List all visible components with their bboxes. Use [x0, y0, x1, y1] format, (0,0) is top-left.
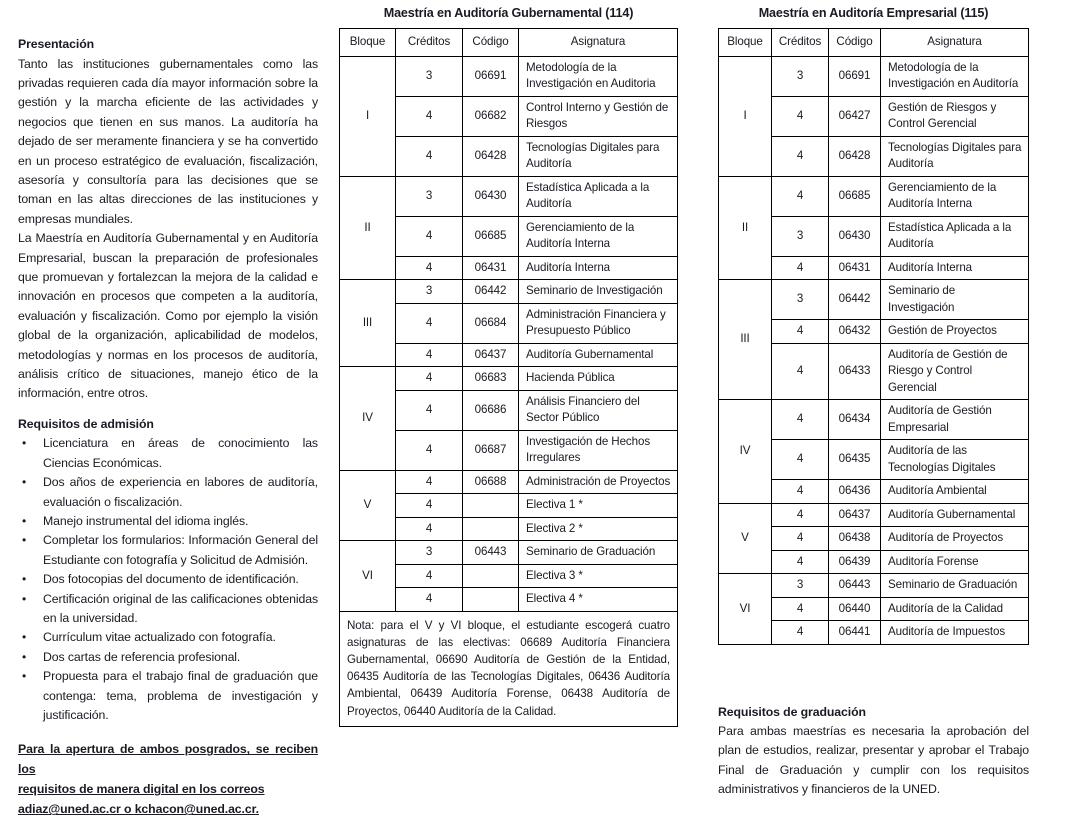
cell-asignatura: Gerenciamiento de la Auditoría Interna: [881, 176, 1029, 216]
cell-asignatura: Tecnologías Digitales para Auditoría: [881, 136, 1029, 176]
cell-codigo: 06433: [829, 343, 881, 400]
cell-codigo: 06436: [829, 480, 881, 504]
table-row: [340, 280, 678, 304]
cell-bloque: I: [719, 56, 772, 176]
cell-codigo: 06437: [463, 343, 519, 367]
list-item-label: Dos cartas de referencia profesional.: [43, 649, 241, 664]
contact-line: [18, 739, 318, 779]
graduation-paragraph: Para ambas maestrías es necesaria la aprobación del plan de estudios, realizar, presentar y aprobar el Trabajo Final de Graduación y cumplir con los requisitos administrativos y financieros de la UNED.: [718, 723, 1029, 797]
cell-asignatura: Auditoría Interna: [881, 256, 1029, 280]
cell-creditos: 4: [772, 320, 829, 344]
cell-bloque: III: [340, 280, 396, 367]
cell-asignatura: Electiva 4 *: [519, 588, 678, 612]
cell-codigo: 06431: [463, 256, 519, 280]
cell-creditos: 4: [396, 216, 463, 256]
cell-creditos: 4: [772, 527, 829, 551]
contact-notice: [18, 739, 318, 819]
cell-codigo: 06431: [829, 256, 881, 280]
cell-asignatura: Gestión de Riesgos y Control Gerencial: [881, 96, 1029, 136]
bullet-icon: •: [22, 533, 27, 548]
cell-asignatura: Auditoría de la Calidad: [881, 597, 1029, 621]
list-item: [18, 667, 318, 725]
contact-line: [18, 799, 318, 819]
cell-asignatura: Auditoría Interna: [519, 256, 678, 280]
list-item-label: Dos fotocopias del documento de identificación.: [43, 572, 299, 587]
cell-codigo: [463, 494, 519, 518]
presentation-paragraph-1: Tanto las instituciones gubernamentales como las privadas requieren cada día mayor información sobre la gestión y la marcha eficiente de las actividades y negocios que tienen en sus manos. La auditoría ha dejado de ser meramente financiera y se ha convertido en un proceso estratégico de evaluación, fiscalización, asesoría y consultoría para las decisiones que se toman en las altas direcciones de las instituciones y empresas mundiales.: [18, 56, 318, 226]
cell-bloque: I: [340, 56, 396, 176]
cell-asignatura: Auditoría Gubernamental: [881, 503, 1029, 527]
cell-asignatura: Auditoría de Gestión Empresarial: [881, 400, 1029, 440]
cell-creditos: 3: [772, 56, 829, 96]
table-row: [340, 470, 678, 494]
column-header-bloque: Bloque: [340, 29, 396, 57]
cell-creditos: 3: [396, 541, 463, 565]
cell-creditos: 4: [772, 400, 829, 440]
cell-asignatura: Administración Financiera y Presupuesto Público: [519, 303, 678, 343]
cell-creditos: 4: [396, 343, 463, 367]
table-header-row: [340, 29, 678, 57]
list-item: [18, 628, 318, 647]
bullet-icon: •: [22, 669, 27, 684]
cell-asignatura: Electiva 2 *: [519, 517, 678, 541]
cell-creditos: 4: [396, 390, 463, 430]
column-header-asignatura: Asignatura: [519, 29, 678, 57]
cell-bloque: III: [719, 280, 772, 400]
column-header-bloque: Bloque: [719, 29, 772, 57]
cell-codigo: 06688: [463, 470, 519, 494]
table-empresarial-container: [718, 6, 1029, 645]
cell-asignatura: Auditoría de Proyectos: [881, 527, 1029, 551]
cell-codigo: 06432: [829, 320, 881, 344]
cell-codigo: 06682: [463, 96, 519, 136]
cell-asignatura: Control Interno y Gestión de Riesgos: [519, 96, 678, 136]
cell-creditos: 4: [772, 176, 829, 216]
cell-codigo: 06430: [463, 176, 519, 216]
list-item-label: Dos años de experiencia en labores de auditoría, evaluación o fiscalización.: [43, 475, 318, 509]
cell-codigo: 06428: [463, 136, 519, 176]
contact-line-2: requisitos de manera digital en los correos: [18, 782, 265, 797]
cell-creditos: 3: [396, 176, 463, 216]
cell-creditos: 4: [396, 430, 463, 470]
cell-codigo: 06687: [463, 430, 519, 470]
cell-codigo: 06685: [829, 176, 881, 216]
table-gubernamental-title: Maestría en Auditoría Gubernamental (114): [383, 6, 634, 20]
cell-codigo: 06443: [829, 574, 881, 598]
cell-codigo: 06439: [829, 550, 881, 574]
cell-creditos: 4: [772, 343, 829, 400]
cell-creditos: 4: [396, 136, 463, 176]
table-row: [719, 574, 1029, 598]
cell-codigo: 06683: [463, 367, 519, 391]
cell-asignatura: Seminario de Graduación: [519, 541, 678, 565]
cell-asignatura: Seminario de Investigación: [519, 280, 678, 304]
list-item-label: Completar los formularios: Información General del Estudiante con fotografía y Solicitud de Admisión.: [43, 533, 318, 567]
contact-line-1: Para la apertura de ambos posgrados, se reciben los: [18, 742, 318, 777]
cell-asignatura: Análisis Financiero del Sector Público: [519, 390, 678, 430]
presentation-heading: Presentación: [18, 37, 95, 51]
bullet-icon: •: [22, 436, 27, 451]
bullet-icon: •: [22, 513, 27, 528]
table-row: [340, 367, 678, 391]
table-empresarial-title: Maestría en Auditoría Empresarial (115): [758, 6, 989, 20]
cell-bloque: IV: [340, 367, 396, 471]
cell-codigo: 06435: [829, 440, 881, 480]
cell-codigo: [463, 564, 519, 588]
cell-bloque: IV: [719, 400, 772, 504]
cell-asignatura: Investigación de Hechos Irregulares: [519, 430, 678, 470]
column-header-codigo: Código: [829, 29, 881, 57]
cell-creditos: 4: [396, 367, 463, 391]
cell-codigo: 06427: [829, 96, 881, 136]
cell-asignatura: Seminario de Investigación: [881, 280, 1029, 320]
cell-creditos: 4: [396, 256, 463, 280]
cell-creditos: 4: [772, 96, 829, 136]
cell-creditos: 4: [772, 597, 829, 621]
cell-creditos: 4: [396, 470, 463, 494]
cell-creditos: 3: [772, 280, 829, 320]
cell-asignatura: Estadística Aplicada a la Auditoría: [881, 216, 1029, 256]
cell-codigo: 06437: [829, 503, 881, 527]
graduation-heading: Requisitos de graduación: [718, 705, 866, 719]
cell-codigo: 06440: [829, 597, 881, 621]
list-item: [18, 570, 318, 589]
cell-asignatura: Seminario de Graduación: [881, 574, 1029, 598]
cell-asignatura: Administración de Proyectos: [519, 470, 678, 494]
graduation-requirements: [718, 704, 1029, 800]
list-item: [18, 434, 318, 473]
cell-codigo: 06441: [829, 621, 881, 645]
cell-creditos: 4: [772, 503, 829, 527]
cell-codigo: 06438: [829, 527, 881, 551]
cell-asignatura: Auditoría de Impuestos: [881, 621, 1029, 645]
cell-creditos: 3: [396, 280, 463, 304]
cell-asignatura: Auditoría de las Tecnologías Digitales: [881, 440, 1029, 480]
table-gubernamental: [339, 28, 678, 612]
cell-asignatura: Auditoría de Gestión de Riesgo y Control Gerencial: [881, 343, 1029, 400]
table-row: [719, 280, 1029, 320]
spacer: [18, 404, 318, 416]
cell-asignatura: Electiva 1 *: [519, 494, 678, 518]
list-item: [18, 473, 318, 512]
cell-creditos: 4: [772, 440, 829, 480]
bullet-icon: •: [22, 572, 27, 587]
cell-creditos: 4: [772, 621, 829, 645]
cell-creditos: 3: [396, 56, 463, 96]
cell-bloque: II: [719, 176, 772, 280]
list-item-label: Licenciatura en áreas de conocimiento las Ciencias Económicas.: [43, 436, 318, 470]
table-row: [340, 56, 678, 96]
table-row: [340, 541, 678, 565]
cell-asignatura: Metodología de la Investigación en Auditoría: [881, 56, 1029, 96]
list-item: [18, 512, 318, 531]
cell-codigo: 06691: [463, 56, 519, 96]
list-item-label: Manejo instrumental del idioma inglés.: [43, 513, 249, 528]
cell-asignatura: Gerenciamiento de la Auditoría Interna: [519, 216, 678, 256]
cell-asignatura: Auditoría Gubernamental: [519, 343, 678, 367]
column-header-codigo: Código: [463, 29, 519, 57]
cell-creditos: 4: [396, 303, 463, 343]
cell-codigo: 06434: [829, 400, 881, 440]
cell-asignatura: Estadística Aplicada a la Auditoría: [519, 176, 678, 216]
table-row: [719, 56, 1029, 96]
admission-heading: Requisitos de admisión: [18, 416, 154, 431]
list-item-label: Certificación original de las calificaciones obtenidas en la universidad.: [43, 591, 318, 625]
table-row: [719, 176, 1029, 216]
cell-creditos: 4: [396, 494, 463, 518]
cell-bloque: V: [719, 503, 772, 574]
cell-codigo: 06685: [463, 216, 519, 256]
cell-codigo: 06691: [829, 56, 881, 96]
cell-creditos: 4: [772, 256, 829, 280]
table-gubernamental-container: [339, 6, 678, 727]
list-item: [18, 590, 318, 629]
cell-creditos: 4: [772, 550, 829, 574]
cell-bloque: II: [340, 176, 396, 280]
cell-creditos: 4: [396, 564, 463, 588]
bullet-icon: •: [22, 649, 27, 664]
cell-codigo: 06430: [829, 216, 881, 256]
cell-codigo: 06684: [463, 303, 519, 343]
cell-bloque: VI: [340, 541, 396, 612]
cell-bloque: V: [340, 470, 396, 541]
list-item: [18, 648, 318, 667]
cell-bloque: VI: [719, 574, 772, 645]
cell-codigo: 06442: [463, 280, 519, 304]
contact-line: [18, 779, 318, 799]
list-item-label: Propuesta para el trabajo final de graduación que contenga: tema, problema de investigación y justificación.: [43, 669, 318, 722]
bullet-icon: •: [22, 475, 27, 490]
cell-creditos: 4: [396, 517, 463, 541]
table-row: [719, 400, 1029, 440]
cell-creditos: 3: [772, 574, 829, 598]
cell-creditos: 4: [772, 136, 829, 176]
column-header-creditos: Créditos: [772, 29, 829, 57]
cell-codigo: [463, 588, 519, 612]
cell-creditos: 3: [772, 216, 829, 256]
cell-asignatura: Electiva 3 *: [519, 564, 678, 588]
cell-codigo: [463, 517, 519, 541]
cell-creditos: 4: [772, 480, 829, 504]
table-row: [719, 503, 1029, 527]
bullet-icon: •: [22, 630, 27, 645]
cell-codigo: 06428: [829, 136, 881, 176]
cell-asignatura: Gestión de Proyectos: [881, 320, 1029, 344]
cell-asignatura: Metodología de la Investigación en Auditoria: [519, 56, 678, 96]
cell-asignatura: Hacienda Pública: [519, 367, 678, 391]
contact-emails[interactable]: adiaz@uned.ac.cr o kchacon@uned.ac.cr.: [18, 802, 259, 817]
presentation-paragraph-2: La Maestría en Auditoría Gubernamental y en Auditoría Empresarial, buscan la preparación de profesionales que promuevan y fortalezcan la mejora de la calidad e innovación en procesos que competen a la auditoría, evaluación y fiscalización. Como por ejemplo la visión global de la organización, aplicabilidad de modelos, metodologías y normas en los procesos de auditoría, análisis crítico de situaciones, manejo ético de la información, entre otros.: [18, 231, 318, 401]
table-empresarial: [718, 28, 1029, 645]
electives-note: Nota: para el V y VI bloque, el estudiante escogerá cuatro asignaturas de las electivas: 06689 Auditoría Financiera Gubernamental, 06690 Auditoría de Gestión de la Entidad, 06435 Auditoría de las Tecnologías Digitales, 06436 Auditoría Ambiental, 06439 Auditoría Forense, 06438 Auditoría de Proyectos, 06440 Auditoría de la Calidad.: [339, 612, 678, 727]
cell-asignatura: Auditoría Forense: [881, 550, 1029, 574]
table-row: [340, 176, 678, 216]
column-header-creditos: Créditos: [396, 29, 463, 57]
list-item-label: Currículum vitae actualizado con fotografía.: [43, 630, 276, 645]
cell-creditos: 4: [396, 96, 463, 136]
cell-codigo: 06443: [463, 541, 519, 565]
column-header-asignatura: Asignatura: [881, 29, 1029, 57]
cell-creditos: 4: [396, 588, 463, 612]
cell-asignatura: Auditoría Ambiental: [881, 480, 1029, 504]
admission-requirements-list: [18, 434, 318, 725]
left-text-column: [18, 36, 318, 819]
bullet-icon: •: [22, 591, 27, 606]
cell-asignatura: Tecnologías Digitales para Auditoría: [519, 136, 678, 176]
list-item: [18, 531, 318, 570]
cell-codigo: 06442: [829, 280, 881, 320]
table-header-row: [719, 29, 1029, 57]
cell-codigo: 06686: [463, 390, 519, 430]
